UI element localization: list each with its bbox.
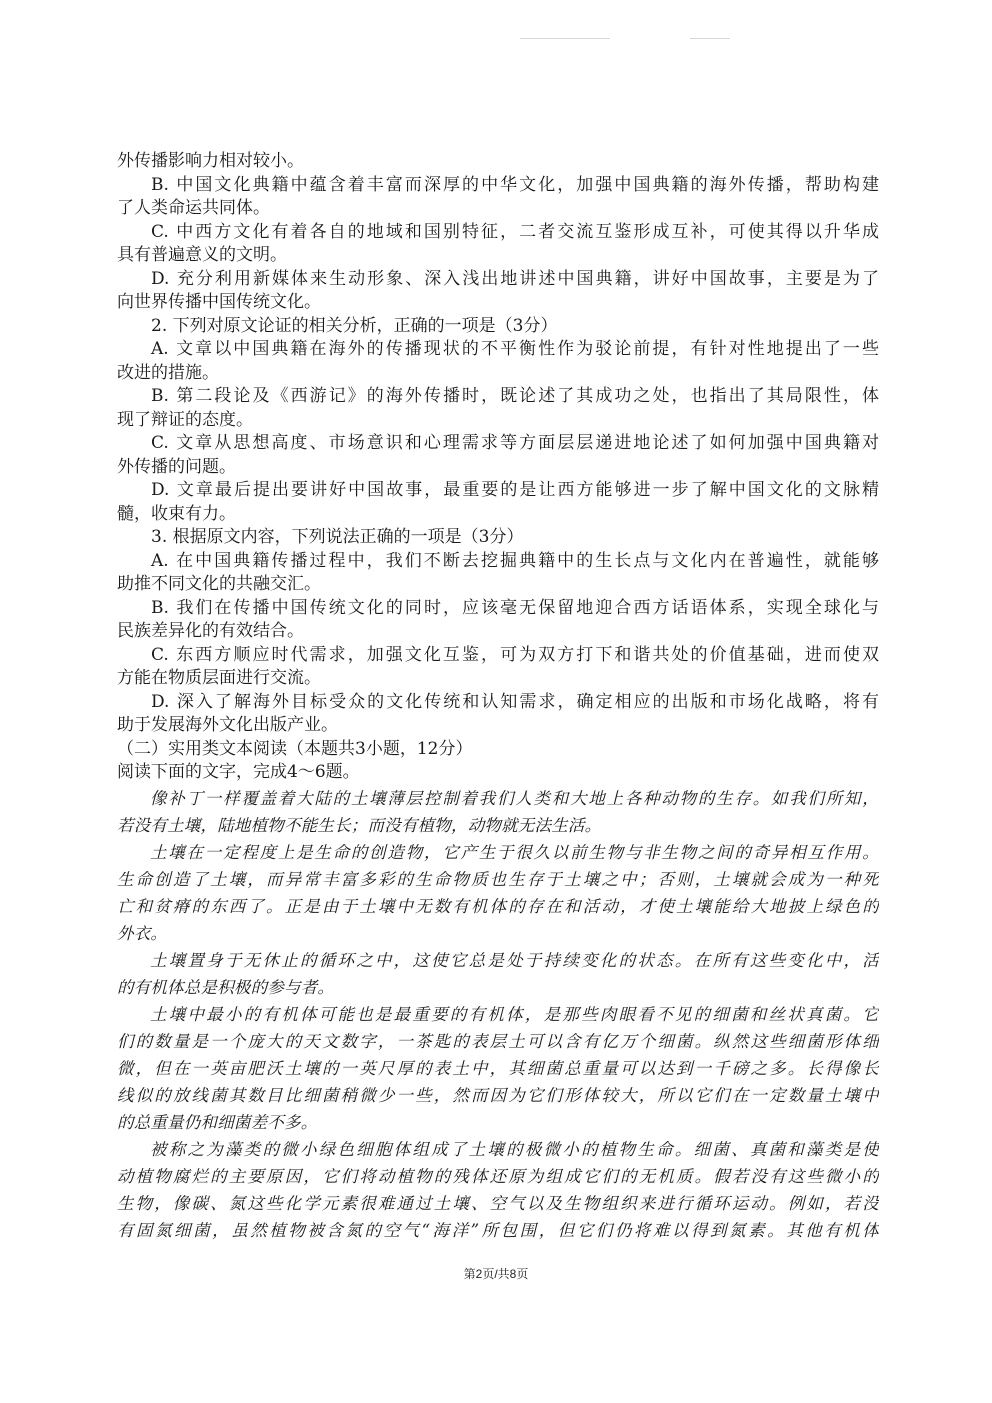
scan-artifact xyxy=(520,38,610,39)
text-line: 助于发展海外文化出版产业。 xyxy=(117,715,338,735)
option-b-line: B. 我们在传播中国传统文化的同时，应该毫无保留地迎合西方话语体系，实现全球化与 xyxy=(151,597,879,618)
passage-line: 亡和贫瘠的东西了。正是由于土壤中无数有机体的存在和活动，才使土壤能给大地披上绿色的 xyxy=(117,896,879,916)
passage-line: 像补丁一样覆盖着大陆的土壤薄层控制着我们人类和大地上各种动物的生存。如我们所知， xyxy=(150,788,879,808)
section-title: （二）实用类文本阅读（本题共3小题，12分） xyxy=(117,738,473,759)
passage-line: 的有机体总是积极的参与者。 xyxy=(117,977,335,997)
text-line: 外传播的问题。 xyxy=(117,456,236,477)
passage-line: 微，但在一英亩肥沃土壤的一英尺厚的表土中，其细菌总重量可以达到一千磅之多。长得像长 xyxy=(117,1058,879,1078)
text-line: 助推不同文化的共融交汇。 xyxy=(117,574,321,594)
passage-line: 线似的放线菌其数目比细菌稍微少一些，然而因为它们形体较大，所以它们在一定数量土壤中 xyxy=(117,1085,879,1105)
question-3-stem: 3. 根据原文内容，下列说法正确的一项是（3分） xyxy=(151,527,524,547)
text-line: 方能在物质层面进行交流。 xyxy=(117,668,321,688)
option-c-line: C. 中西方文化有着各自的地域和国别特征，二者交流互鉴形成互补，可使其得以升华成 xyxy=(151,221,879,242)
passage-line: 有固氮细菌，虽然植物被含氮的空气“海洋”所包围，但它们仍将难以得到氮素。其他有机体 xyxy=(117,1220,879,1240)
option-b-line: B. 第二段论及《西游记》的海外传播时，既论述了其成功之处，也指出了其局限性，体 xyxy=(151,386,879,406)
questions-block xyxy=(117,150,879,738)
scan-artifact xyxy=(690,38,730,39)
reading-passage xyxy=(117,785,879,1244)
text-line: 具有普遍意义的文明。 xyxy=(117,245,287,265)
passage-line: 生物，像碳、氮这些化学元素很难通过土壤、空气以及生物组织来进行循环运动。例如，若没 xyxy=(117,1193,879,1213)
text-line: 改进的措施。 xyxy=(117,362,219,383)
passage-line: 的总重量仍和细菌差不多。 xyxy=(117,1112,318,1132)
passage-line: 生命创造了土壤，而异常丰富多彩的生命物质也生存于土壤之中；否则，土壤就会成为一种死 xyxy=(117,869,879,889)
text-line: 了人类命运共同体。 xyxy=(117,198,270,218)
option-d-line: D. 文章最后提出要讲好中国故事，最重要的是让西方能够进一步了解中国文化的文脉精 xyxy=(151,480,879,500)
option-d-line: D. 深入了解海外目标受众的文化传统和认知需求，确定相应的出版和市场化战略，将有 xyxy=(151,691,879,712)
option-a-line: A. 在中国典籍传播过程中，我们不断去挖掘典籍中的生长点与文化内在普遍性，就能够 xyxy=(151,550,879,571)
reading-instruction: 阅读下面的文字，完成4～6题。 xyxy=(117,762,360,782)
option-a-line: A. 文章以中国典籍在海外的传播现状的不平衡性作为驳论前提，有针对性地提出了一些 xyxy=(151,339,879,359)
text-line: 外传播影响力相对较小。 xyxy=(117,151,304,171)
question-2-stem: 2. 下列对原文论证的相关分析，正确的一项是（3分） xyxy=(151,315,558,336)
passage-line: 若没有土壤，陆地植物不能生长；而没有植物，动物就无法生活。 xyxy=(117,815,602,835)
passage-line: 土壤在一定程度上是生命的创造物，它产生于很久以前生物与非生物之间的奇异相互作用。 xyxy=(150,842,879,862)
option-b-line: B. 中国文化典籍中蕴含着丰富而深厚的中华文化，加强中国典籍的海外传播，帮助构建 xyxy=(151,174,879,195)
text-line: 向世界传播中国传统文化。 xyxy=(117,292,321,312)
text-line: 民族差异化的有效结合。 xyxy=(117,621,304,641)
option-c-line: C. 东西方顺应时代需求，加强文化互鉴，可为双方打下和谐共处的价值基础，进而使双 xyxy=(151,644,879,665)
text-line: 现了辩证的态度。 xyxy=(117,409,253,430)
page-content xyxy=(117,150,879,1244)
page-number: 第2页/共8页 xyxy=(463,1267,529,1281)
option-c-line: C. 文章从思想高度、市场意识和心理需求等方面层层递进地论述了如何加强中国典籍对 xyxy=(151,433,879,453)
passage-line: 外衣。 xyxy=(117,923,168,943)
text-line: 髓，收束有力。 xyxy=(117,503,236,524)
passage-line: 土壤置身于无休止的循环之中，这使它总是处于持续变化的状态。在所有这些变化中，活 xyxy=(150,950,879,970)
option-d-line: D. 充分利用新媒体来生动形象、深入浅出地讲述中国典籍，讲好中国故事，主要是为了 xyxy=(151,268,879,289)
passage-line: 们的数量是一个庞大的天文数字，一茶匙的表层土可以含有亿万个细菌。纵然这些细菌形体细 xyxy=(117,1031,879,1051)
passage-line: 动植物腐烂的主要原因，它们将动植物的残体还原为组成它们的无机质。假若没有这些微小的 xyxy=(117,1166,879,1186)
passage-line: 被称之为藻类的微小绿色细胞体组成了土壤的极微小的植物生命。细菌、真菌和藻类是使 xyxy=(150,1139,879,1159)
passage-line: 土壤中最小的有机体可能也是最重要的有机体，是那些肉眼看不见的细菌和丝状真菌。它 xyxy=(150,1004,879,1024)
